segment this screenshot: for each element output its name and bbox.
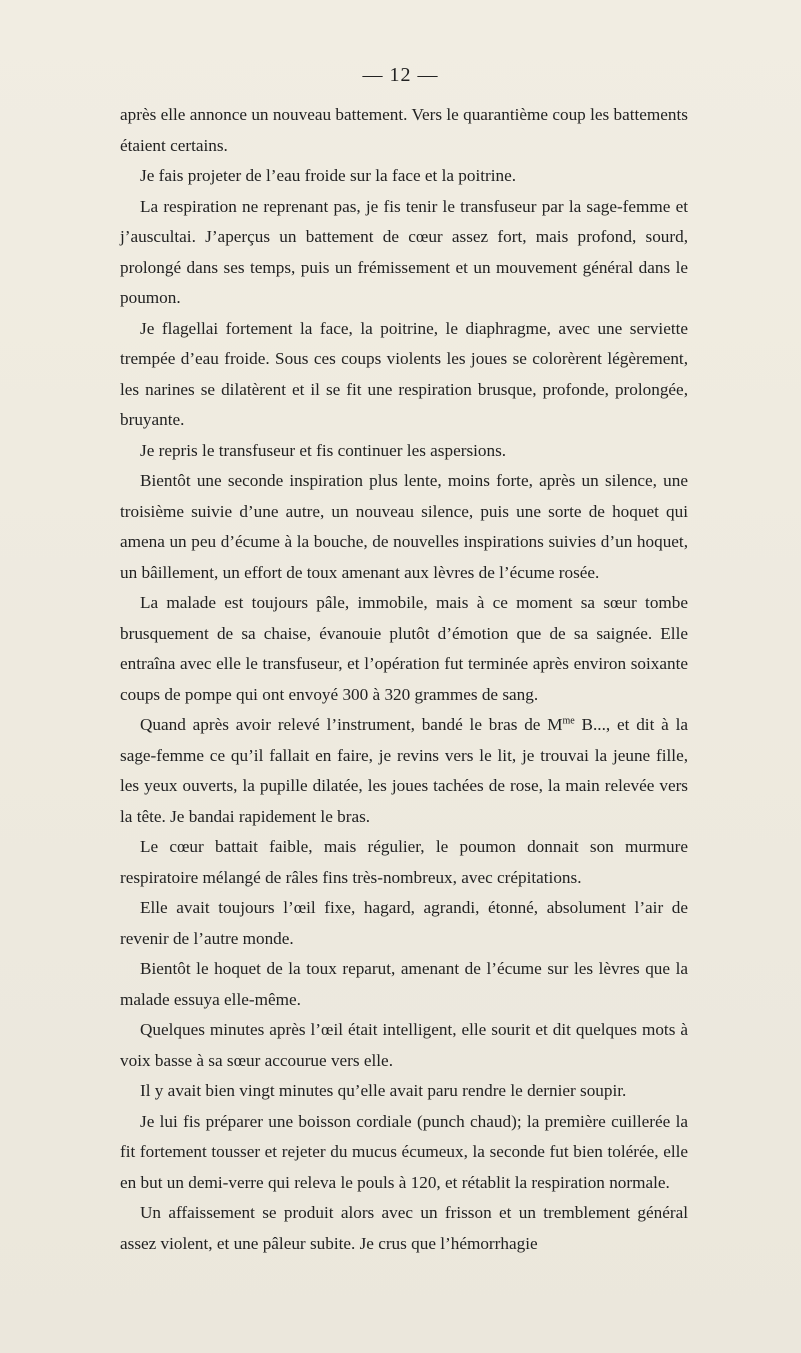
body-text: [120, 100, 688, 1259]
paragraph-text: B..., et dit à la sage-femme ce qu’il fallait en faire, je revins vers le lit, je trouvai la jeune fille, les yeux ouverts, la pupille dilatée, les joues tachées de rose, la main relevée vers la tête. Je bandai rapidement le bras.: [120, 715, 688, 826]
paragraph-text: Quand après avoir relevé l’instrument, bandé le bras de M: [140, 715, 563, 734]
paragraph: Bientôt le hoquet de la toux reparut, amenant de l’écume sur les lèvres que la malade essuya elle-même.: [120, 959, 688, 1009]
page-number: — 12 —: [362, 64, 439, 86]
paragraph: La malade est toujours pâle, immobile, mais à ce moment sa sœur tombe brusquement de sa chaise, évanouie plutôt d’émotion que de sa saignée. Elle entraîna avec elle le transfuseur, et l’opération fut terminée après environ soixante coups de pompe qui ont envoyé 300 à 320 grammes de sang.: [120, 593, 688, 704]
paragraph: Elle avait toujours l’œil fixe, hagard, agrandi, étonné, absolument l’air de revenir de l’autre monde.: [120, 898, 688, 948]
paragraph: La respiration ne reprenant pas, je fis tenir le transfuseur par la sage-femme et j’auscultai. J’aperçus un battement de cœur assez fort, mais profond, sourd, prolongé dans ses temps, puis un frémissement et un mouvement général dans le poumon.: [120, 196, 688, 307]
paragraph: Le cœur battait faible, mais régulier, le poumon donnait son murmure respiratoire mélangé de râles fins très-nombreux, avec crépitations.: [120, 837, 688, 887]
paragraph: Un affaissement se produit alors avec un frisson et un tremblement général assez violent, et une pâleur subite. Je crus que l’hémorrhagie: [120, 1203, 688, 1253]
paragraph: Je repris le transfuseur et fis continuer les aspersions.: [140, 440, 507, 460]
paragraph: Quelques minutes après l’œil était intelligent, elle sourit et dit quelques mots à voix basse à sa sœur accourue vers elle.: [120, 1020, 688, 1070]
paragraph: Bientôt une seconde inspiration plus lente, moins forte, après un silence, une troisième suivie d’une autre, un nouveau silence, puis une sorte de hoquet qui amena un peu d’écume à la bouche, de nouvelles inspirations suivies d’un hoquet, un bâillement, un effort de toux amenant aux lèvres de l’écume rosée.: [120, 471, 688, 582]
paragraph: Je flagellai fortement la face, la poitrine, le diaphragme, avec une serviette trempée d’eau froide. Sous ces coups violents les joues se colorèrent légèrement, les narines se dilatèrent et il se fit une respiration brusque, profonde, prolongée, bruyante.: [120, 318, 688, 429]
paragraph: Il y avait bien vingt minutes qu’elle avait paru rendre le dernier soupir.: [140, 1081, 627, 1100]
paragraph: Je lui fis préparer une boisson cordiale (punch chaud); la première cuillerée la fit fortement tousser et rejeter du mucus écumeux, la seconde fut bien tolérée, elle en but un demi-verre qui releva le pouls à 120, et rétablit la respiration normale.: [120, 1111, 688, 1192]
superscript: me: [562, 715, 575, 727]
paragraph: après elle annonce un nouveau battement. Vers le quarantième coup les battements étaient certains.: [120, 105, 688, 155]
paragraph: Je fais projeter de l’eau froide sur la face et la poitrine.: [140, 166, 517, 185]
paragraph: [120, 710, 688, 832]
